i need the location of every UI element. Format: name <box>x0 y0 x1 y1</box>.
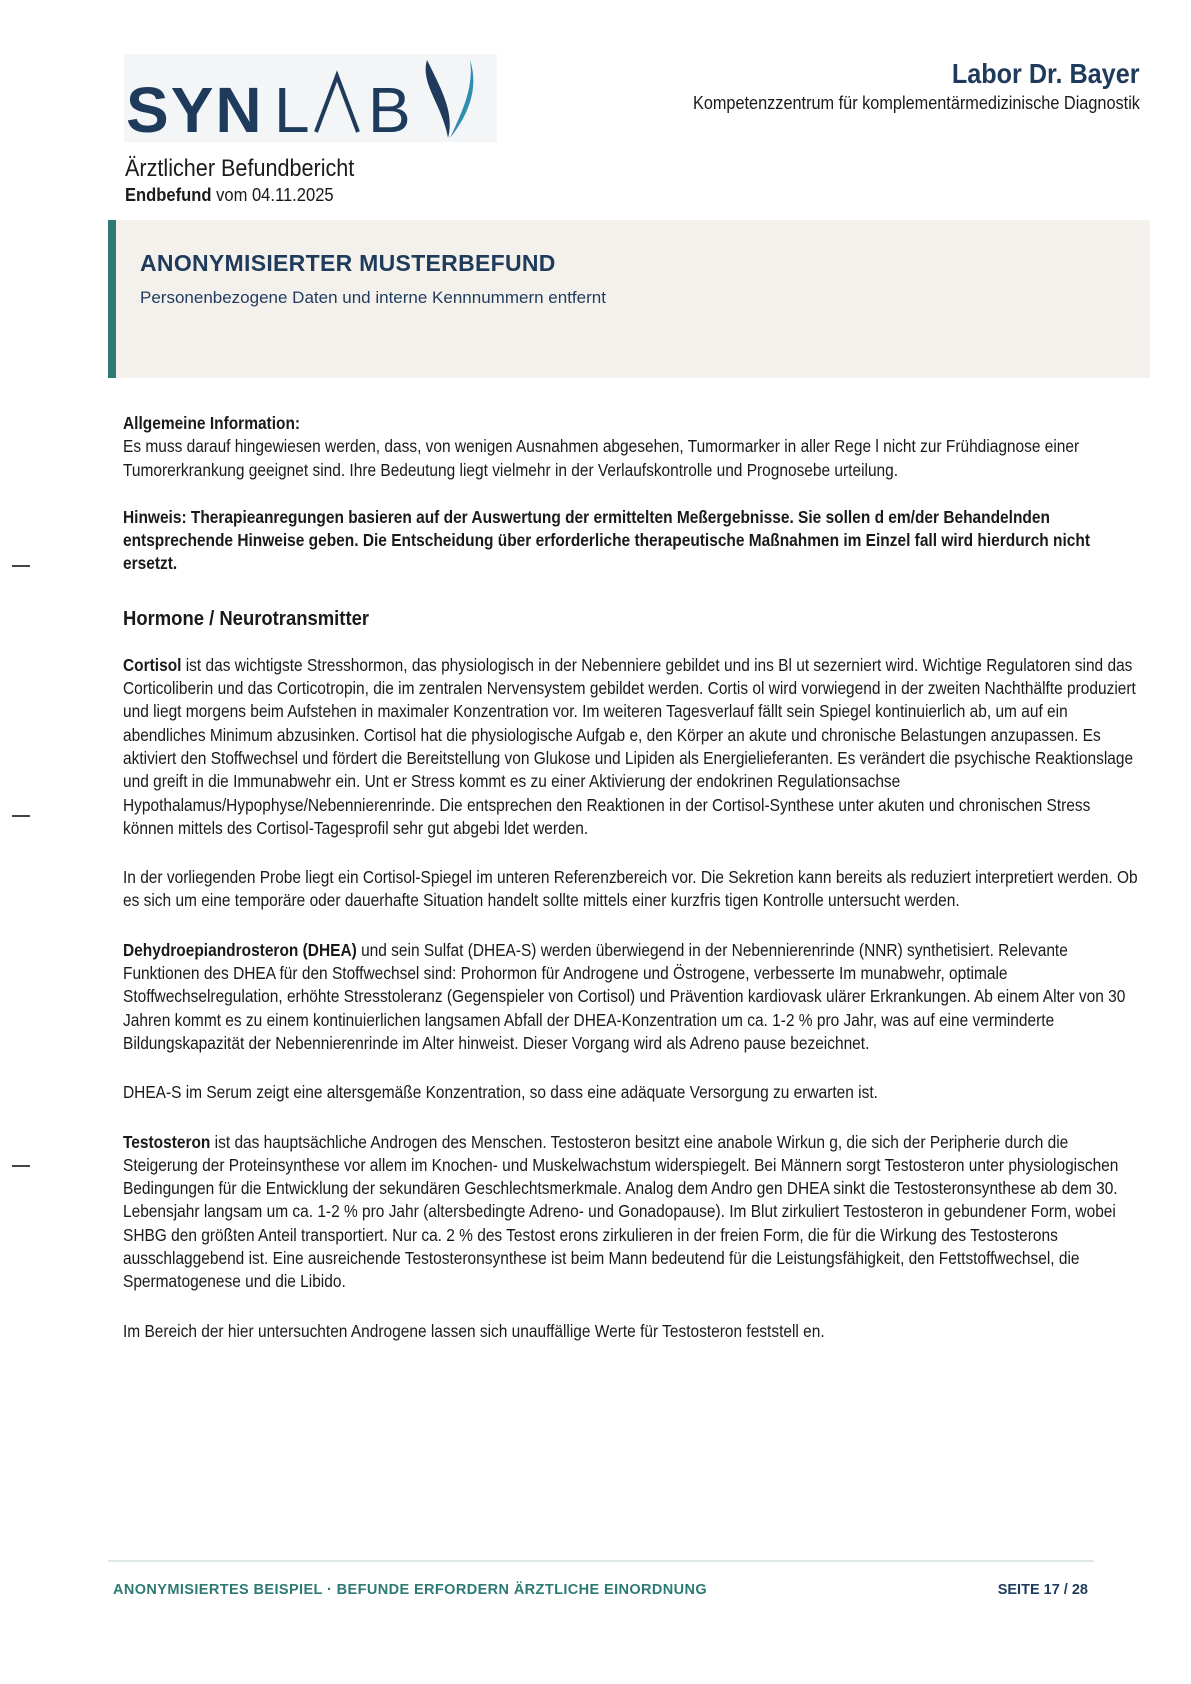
cortisol-term: Cortisol <box>123 654 182 675</box>
testosterone-paragraph <box>123 1131 1145 1294</box>
general-information <box>123 412 1145 482</box>
testosterone-text: ist das hauptsächliche Androgen des Menschen. Testosteron besitzt eine anabole Wirkun g, die sich der Peripherie durch die Steigerung der Proteinsynthese vor allem im Knochen- und Muskelwachstum widerspiegelt. Bei Männern sorgt Testosteron unter physiologischen Bedingungen für die Entwicklung der sekundären Geschlechtsmerkmale. Analog dem Andro gen DHEA sinkt die Testosteronsynthese ab dem 30. Lebensjahr langsam um ca. 1-2 % pro Jahr (altersbedingte Adreno- und Gonadopause). Im Blut zirkuliert Testosteron in gebundener Form, wobei SHBG den größten Anteil transportiert. Nur ca. 2 % des Testost erons zirkulieren in der freien Form, die für die Wirkung des Testosterons ausschlaggebend ist. Eine ausreichende Testosteronsynthese ist beim Mann bedeutend für die Leistungsfähigkeit, den Fettstoffwechsel, die Spermatogenese und die Libido. <box>123 1131 1119 1292</box>
cortisol-result: In der vorliegenden Probe liegt ein Cortisol-Spiegel im unteren Referenzbereich vor. Die Sekretion kann bereits als reduziert interpretiert werden. Ob es sich um eine temporäre oder dauerhafte Situation handelt sollte mittels einer kurzfris tigen Kontrolle untersucht werden. <box>123 867 1138 911</box>
testosterone-term: Testosteron <box>123 1131 211 1152</box>
svg-text:SYN: SYN <box>126 74 264 142</box>
margin-mark <box>12 815 30 817</box>
general-text: Es muss darauf hingewiesen werden, dass, von wenigen Ausnahmen abgesehen, Tumormarker in aller Rege l nicht zur Frühdiagnose einer Tumorerkrankung geeignet sind. Ihre Bedeutung liegt vielmehr in der Verlaufskontrolle und Prognosebe urteilung. <box>123 436 1080 480</box>
svg-text:L: L <box>274 74 314 142</box>
dhea-text: und sein Sulfat (DHEA-S) werden überwiegend in der Nebennierenrinde (NNR) synthetisiert. Relevante Funktionen des DHEA für den Stoffwechsel sind: Prohormon für Androgene und Östrogene, verbesserte Im munabwehr, optimale Stoffwechselregulation, erhöhte Stresstoleranz (Gegenspieler von Cortisol) und Prävention kardiovask ulärer Erkrankungen. Ab einem Alter von 30 Jahren kommt es zu einem kontinuierlichen langsamen Abfall der DHEA-Konzentration um ca. 1-2 % pro Jahr, was auf eine verminderte Bildungskapazität der Nebennierenrinde im Alter hinweist. Dieser Vorgang wird als Adreno pause bezeichnet. <box>123 939 1126 1053</box>
dhea-result: DHEA-S im Serum zeigt eine altersgemäße Konzentration, so dass eine adäquate Versorgung zu erwarten ist. <box>123 1082 878 1103</box>
margin-mark <box>12 565 30 567</box>
section-heading: Hormone / Neurotransmitter <box>123 606 370 630</box>
dhea-term: Dehydroepiandrosteron (DHEA) <box>123 939 357 960</box>
page-number: SEITE 17 / 28 <box>997 1582 1088 1598</box>
synlab-logo <box>124 54 497 142</box>
report-body <box>123 412 1145 1369</box>
footer-divider <box>108 1560 1094 1562</box>
dhea-paragraph <box>123 939 1145 1055</box>
report-date-line <box>125 185 334 206</box>
general-heading: Allgemeine Information: <box>123 413 301 433</box>
svg-text:B: B <box>368 74 411 142</box>
cortisol-paragraph <box>123 654 1145 840</box>
testosterone-result: Im Bereich der hier untersuchten Androgene lassen sich unauffällige Werte für Testosteron feststell en. <box>123 1320 825 1341</box>
cortisol-text: ist das wichtigste Stresshormon, das physiologisch in der Nebenniere gebildet und ins Bl ut sezerniert wird. Wichtige Regulatoren sind das Corticoliberin und das Corticotropin, die im zentralen Nervensystem gebildet werden. Cortis ol wird vorwiegend in der zweiten Nachthälfte produziert und liegt morgens beim Aufstehen in maximaler Konzentration vor. Im weiteren Tagesverlauf fällt sein Spiegel kontinuierlich ab, um auf ein abendliches Minimum abzusinken. Cortisol hat die physiologische Aufgab e, den Körper an akute und chronische Belastungen anzupassen. Es aktiviert den Stoffwechsel und fördert die Bereitstellung von Glukose und Lipiden als Energielieferanten. Es verändert die psychische Reaktionslage und greift in die Immunabwehr ein. Unt er Stress kommt es zu einer Aktivierung der endokrinen Regulationsachse Hypothalamus/Hypophyse/Nebennierenrinde. Die entsprechen den Reaktionen in der Cortisol-Synthese unter akuten und chronischen Stress können mittels des Cortisol-Tagesprofil sehr gut abgebi ldet werden. <box>123 654 1136 838</box>
notice-text: Hinweis: Therapieanregungen basieren auf der Auswertung der ermittelten Meßergebnisse. Sie sollen d em/der Behandelnden entsprechende Hinweise geben. Die Entscheidung über erforderliche therapeutische Maßnahmen im Einzel fall wird hierdurch nicht ersetzt. <box>123 506 1091 574</box>
lab-name: Labor Dr. Bayer <box>952 58 1140 89</box>
footer-disclaimer: ANONYMISIERTES BEISPIEL · BEFUNDE ERFORDERN ÄRZTLICHE EINORDNUNG <box>113 1582 708 1598</box>
anonymized-banner <box>108 220 1150 378</box>
banner-title: ANONYMISIERTER MUSTERBEFUND <box>140 250 556 276</box>
lab-subtitle: Kompetenzzentrum für komplementärmedizinische Diagnostik <box>693 92 1140 113</box>
report-title: Ärztlicher Befundbericht <box>125 155 355 182</box>
therapy-notice <box>123 506 1145 576</box>
banner-subtitle: Personenbezogene Daten und interne Kennnummern entfernt <box>140 288 606 307</box>
report-date: vom 04.11.2025 <box>216 185 334 205</box>
margin-mark <box>12 1165 30 1167</box>
report-status: Endbefund <box>125 185 212 205</box>
